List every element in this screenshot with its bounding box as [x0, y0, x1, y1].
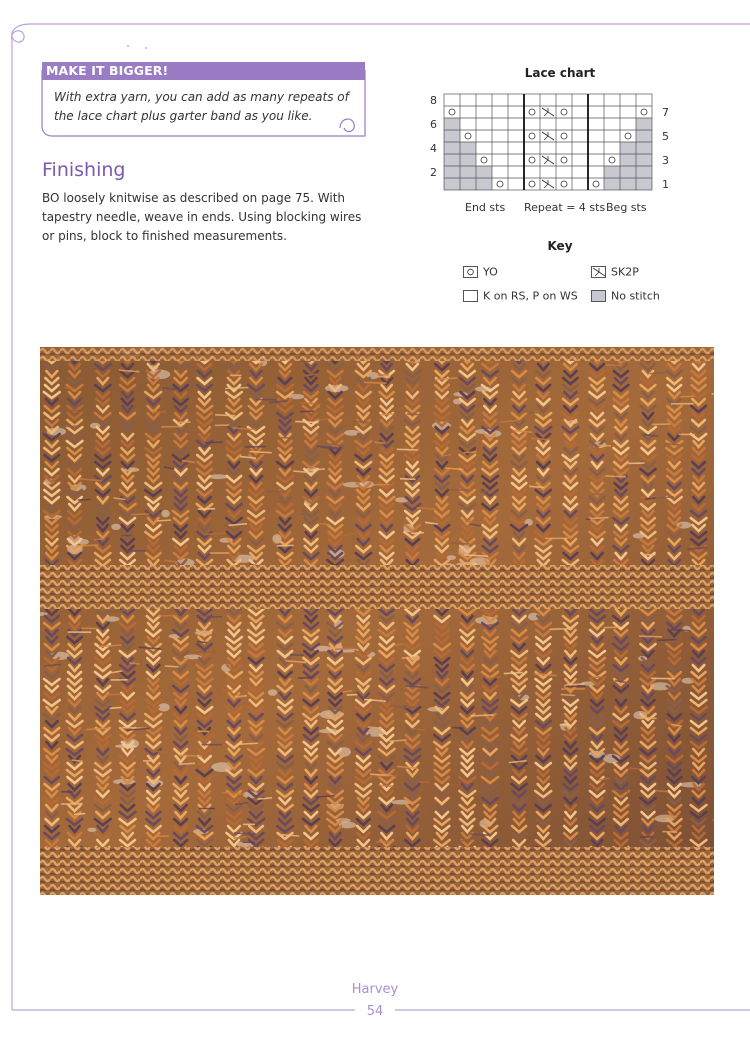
page-number: 54: [355, 1004, 395, 1019]
key-item-sk2p: SK2P: [591, 265, 639, 281]
row-number-7: 7: [662, 106, 669, 119]
key-item-knit: K on RS, P on WS: [463, 289, 578, 305]
knitted-lace-swatch-photo: [40, 347, 714, 895]
blank-square-icon: [463, 290, 478, 302]
sidebar-heading: MAKE IT BIGGER!: [42, 62, 365, 80]
sidebar-body: With extra yarn, you can add as many repeats of the lace chart plus garter band as you like.: [54, 90, 349, 123]
lace-chart-title: Lace chart: [524, 66, 596, 80]
sk2p-icon: [591, 266, 606, 278]
row-number-6: 6: [430, 118, 437, 131]
finishing-text: BO loosely knitwise as described on page 75. With tapestry needle, weave in ends. Using blocking wires or pins, block to finished measurements.: [42, 191, 362, 243]
end-sts-label: End sts: [465, 201, 506, 214]
repeat-label: Repeat = 4 sts: [524, 201, 606, 214]
key-item-yo: YO: [463, 265, 498, 281]
beg-sts-label: Beg sts: [606, 201, 647, 214]
row-number-4: 4: [430, 142, 437, 155]
row-number-8: 8: [430, 94, 437, 107]
row-number-5: 5: [662, 130, 669, 143]
swatch-image: [40, 347, 714, 895]
footer-pattern-name: Harvey: [351, 982, 399, 997]
no-stitch-icon: [591, 290, 606, 302]
key-item-no-stitch: No stitch: [591, 289, 660, 305]
key-title: Key: [547, 239, 573, 253]
finishing-title: Finishing: [42, 159, 126, 181]
row-number-2: 2: [430, 166, 437, 179]
row-number-1: 1: [662, 178, 669, 191]
yo-icon: [463, 266, 478, 278]
sk2p-symbols: [542, 108, 554, 188]
lace-chart-grid: [420, 86, 680, 198]
make-it-bigger-sidebar: [42, 62, 365, 136]
row-number-3: 3: [662, 154, 669, 167]
